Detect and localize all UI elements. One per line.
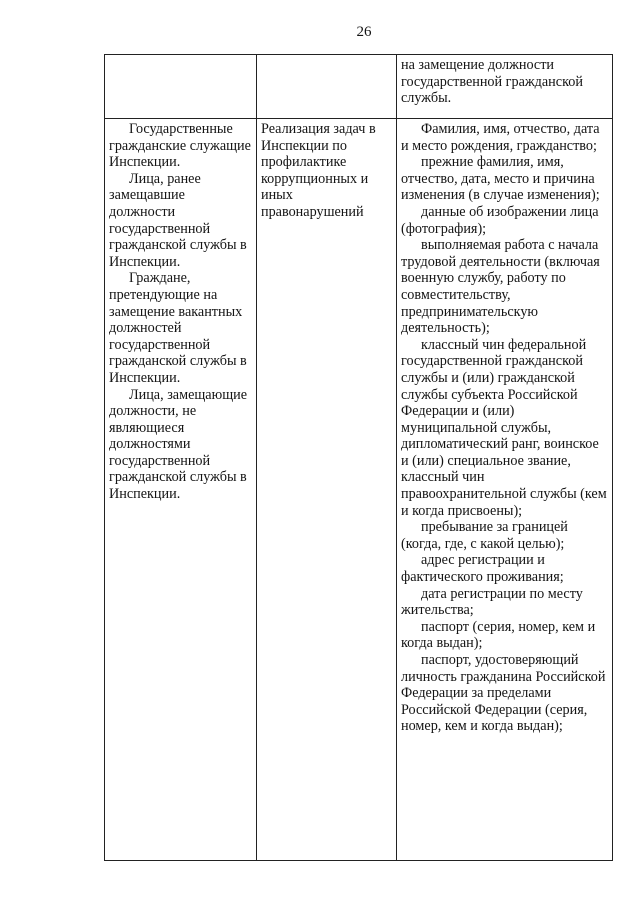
data-item: выполняемая работа с начала трудовой деятельности (включая военную службу, работу по совместительству, предпринимательскую деятельность);: [401, 237, 600, 337]
personal-data-table: [104, 54, 613, 861]
data-item: паспорт (серия, номер, кем и когда выдан);: [401, 618, 596, 652]
data-item: пребывание за границей (когда, где, с какой целью);: [401, 519, 568, 552]
data-item: дата регистрации по месту жительства;: [401, 585, 583, 619]
data-item: Фамилия, имя, отчество, дата и место рождения, гражданство;: [401, 121, 600, 154]
table-cell-purpose: [257, 55, 397, 119]
data-item: данные об изображении лица (фотография);: [401, 203, 599, 237]
table-row: [105, 55, 613, 119]
table-cell-subjects: [105, 55, 257, 119]
table-cell-subjects: [105, 119, 257, 861]
processing-purpose: Реализация задач в Инспекции по профилактике коррупционных и иных правонарушений: [261, 121, 376, 220]
subject-category: Государственные гражданские служащие Инспекции.: [109, 121, 251, 171]
subject-category: Лица, замещающие должности, не являющиеся должностями государственной гражданской службы в Инспекции.: [109, 386, 248, 503]
table-cell-data-list: [397, 119, 613, 861]
data-item: адрес регистрации и фактического проживания;: [401, 552, 564, 586]
data-item: прежние фамилия, имя, отчество, дата, место и причина изменения (в случае изменения);: [401, 154, 600, 204]
data-item: классный чин федеральной государственной гражданской службы и (или) гражданской службы субъекта Российской Федерации и (или) муниципальной службы, дипломатический ранг, воинское и (или) специальное звание, классный чин правоохранительной службы (кем и когда присвоены);: [401, 336, 607, 519]
table-cell-purpose: [257, 119, 397, 861]
subject-category: Лица, ранее замещавшие должности государственной гражданской службы в Инспекции.: [109, 170, 247, 270]
subject-category: Граждане, претендующие на замещение вакантных должностей государственной гражданской службы в Инспекции.: [109, 270, 247, 386]
page-number: 26: [356, 24, 372, 40]
cell-text: на замещение должности государственной гражданской службы.: [401, 57, 583, 107]
table-cell-data-list: [397, 55, 613, 119]
data-item: паспорт, удостоверяющий личность гражданина Российской Федерации за пределами Российской Федерации (серия, номер, кем и когда выдан);: [401, 652, 606, 735]
table-row: [105, 119, 613, 861]
